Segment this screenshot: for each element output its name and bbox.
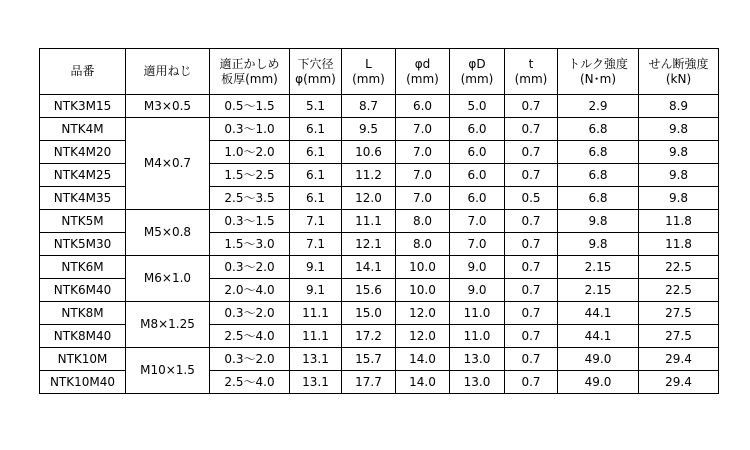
value-cell: 2.5～4.0 [210, 325, 290, 348]
value-cell: 2.5～4.0 [210, 371, 290, 394]
value-cell: 9.0 [450, 256, 505, 279]
value-cell: 0.5 [505, 187, 558, 210]
value-cell: 13.1 [290, 371, 342, 394]
part-number-cell: NTK4M [40, 118, 126, 141]
value-cell: 0.7 [505, 302, 558, 325]
value-cell: 12.0 [396, 325, 450, 348]
part-number-cell: NTK6M [40, 256, 126, 279]
value-cell: 0.3～1.5 [210, 210, 290, 233]
part-number-cell: NTK4M25 [40, 164, 126, 187]
column-header [290, 49, 342, 95]
thread-size-cell: M6×1.0 [126, 256, 210, 302]
column-header-line1: 品番 [70, 64, 95, 78]
value-cell: 11.0 [450, 302, 505, 325]
value-cell: 12.1 [342, 233, 396, 256]
part-number-cell: NTK5M30 [40, 233, 126, 256]
value-cell: 15.7 [342, 348, 396, 371]
value-cell: 9.8 [639, 164, 719, 187]
value-cell: 6.8 [558, 118, 639, 141]
value-cell: 7.1 [290, 233, 342, 256]
value-cell: 9.5 [342, 118, 396, 141]
value-cell: 13.1 [290, 348, 342, 371]
value-cell: 29.4 [639, 348, 719, 371]
value-cell: 0.3～2.0 [210, 256, 290, 279]
value-cell: 49.0 [558, 371, 639, 394]
value-cell: 11.1 [290, 325, 342, 348]
column-header [126, 49, 210, 95]
value-cell: 0.7 [505, 256, 558, 279]
value-cell: 7.0 [396, 164, 450, 187]
value-cell: 10.0 [396, 279, 450, 302]
value-cell: 27.5 [639, 325, 719, 348]
value-cell: 15.0 [342, 302, 396, 325]
thread-size-cell: M8×1.25 [126, 302, 210, 348]
column-header-line1: 下穴径 [297, 56, 334, 71]
value-cell: 6.1 [290, 118, 342, 141]
value-cell: 9.1 [290, 256, 342, 279]
thread-size-cell: M5×0.8 [126, 210, 210, 256]
value-cell: 0.7 [505, 141, 558, 164]
spec-table [39, 48, 719, 394]
value-cell: 0.7 [505, 118, 558, 141]
column-header-line2: (kN) [665, 71, 692, 86]
value-cell: 15.6 [342, 279, 396, 302]
value-cell: 8.0 [396, 233, 450, 256]
value-cell: 9.1 [290, 279, 342, 302]
value-cell: 11.1 [342, 210, 396, 233]
value-cell: 7.0 [396, 118, 450, 141]
column-header [40, 49, 126, 95]
part-number-cell: NTK8M [40, 302, 126, 325]
value-cell: 11.0 [450, 325, 505, 348]
value-cell: 14.0 [396, 371, 450, 394]
value-cell: 1.5～3.0 [210, 233, 290, 256]
value-cell: 6.8 [558, 187, 639, 210]
value-cell: 0.7 [505, 279, 558, 302]
part-number-cell: NTK4M35 [40, 187, 126, 210]
column-header-line1: トルク強度 [568, 56, 628, 71]
value-cell: 22.5 [639, 279, 719, 302]
value-cell: 8.7 [342, 95, 396, 118]
part-number-cell: NTK10M [40, 348, 126, 371]
value-cell: 44.1 [558, 325, 639, 348]
value-cell: 7.0 [396, 187, 450, 210]
value-cell: 17.2 [342, 325, 396, 348]
column-header [210, 49, 290, 95]
column-header-line2: φ(mm) [295, 71, 336, 86]
value-cell: 7.0 [396, 141, 450, 164]
thread-size-cell: M10×1.5 [126, 348, 210, 394]
value-cell: 10.6 [342, 141, 396, 164]
value-cell: 14.1 [342, 256, 396, 279]
table-body [40, 95, 719, 394]
table-row [40, 210, 719, 233]
column-header [558, 49, 639, 95]
table-row [40, 348, 719, 371]
value-cell: 13.0 [450, 371, 505, 394]
column-header-line1: 適正かしめ [219, 56, 280, 71]
column-header-line2: (mm) [460, 71, 494, 86]
part-number-cell: NTK5M [40, 210, 126, 233]
value-cell: 29.4 [639, 371, 719, 394]
value-cell: 6.0 [450, 164, 505, 187]
value-cell: 11.8 [639, 210, 719, 233]
value-cell: 0.3～2.0 [210, 302, 290, 325]
value-cell: 9.0 [450, 279, 505, 302]
value-cell: 11.2 [342, 164, 396, 187]
value-cell: 0.3～1.0 [210, 118, 290, 141]
value-cell: 2.15 [558, 256, 639, 279]
column-header [639, 49, 719, 95]
value-cell: 9.8 [558, 233, 639, 256]
value-cell: 1.0～2.0 [210, 141, 290, 164]
value-cell: 9.8 [639, 141, 719, 164]
value-cell: 6.1 [290, 187, 342, 210]
value-cell: 9.8 [639, 118, 719, 141]
column-header-line1: φd [414, 56, 431, 71]
column-header-line2: (mm) [406, 71, 439, 86]
value-cell: 14.0 [396, 348, 450, 371]
part-number-cell: NTK3M15 [40, 95, 126, 118]
value-cell: 6.8 [558, 141, 639, 164]
value-cell: 2.15 [558, 279, 639, 302]
value-cell: 22.5 [639, 256, 719, 279]
value-cell: 9.8 [639, 187, 719, 210]
value-cell: 11.1 [290, 302, 342, 325]
value-cell: 6.0 [396, 95, 450, 118]
value-cell: 6.1 [290, 164, 342, 187]
value-cell: 13.0 [450, 348, 505, 371]
value-cell: 11.8 [639, 233, 719, 256]
value-cell: 6.1 [290, 141, 342, 164]
value-cell: 7.1 [290, 210, 342, 233]
value-cell: 12.0 [396, 302, 450, 325]
value-cell: 0.7 [505, 95, 558, 118]
column-header-line2: (N･m) [579, 71, 617, 86]
value-cell: 6.0 [450, 187, 505, 210]
table-row [40, 256, 719, 279]
value-cell: 7.0 [450, 210, 505, 233]
value-cell: 6.8 [558, 164, 639, 187]
value-cell: 8.0 [396, 210, 450, 233]
column-header-line1: t [528, 56, 534, 71]
value-cell: 10.0 [396, 256, 450, 279]
part-number-cell: NTK6M40 [40, 279, 126, 302]
value-cell: 44.1 [558, 302, 639, 325]
value-cell: 7.0 [450, 233, 505, 256]
thread-size-cell: M4×0.7 [126, 118, 210, 210]
column-header [396, 49, 450, 95]
part-number-cell: NTK4M20 [40, 141, 126, 164]
value-cell: 5.1 [290, 95, 342, 118]
part-number-cell: NTK10M40 [40, 371, 126, 394]
value-cell: 12.0 [342, 187, 396, 210]
value-cell: 0.5～1.5 [210, 95, 290, 118]
value-cell: 0.7 [505, 210, 558, 233]
value-cell: 5.0 [450, 95, 505, 118]
part-number-cell: NTK8M40 [40, 325, 126, 348]
header-row [40, 49, 719, 95]
value-cell: 49.0 [558, 348, 639, 371]
value-cell: 6.0 [450, 141, 505, 164]
column-header-line1: せん断強度 [648, 56, 709, 71]
value-cell: 9.8 [558, 210, 639, 233]
table-row [40, 95, 719, 118]
value-cell: 2.5～3.5 [210, 187, 290, 210]
column-header [450, 49, 505, 95]
column-header [505, 49, 558, 95]
value-cell: 0.7 [505, 325, 558, 348]
column-header [342, 49, 396, 95]
thread-size-cell: M3×0.5 [126, 95, 210, 118]
value-cell: 17.7 [342, 371, 396, 394]
column-header-line1: φD [468, 56, 486, 71]
column-header-line2: 板厚(mm) [221, 71, 278, 86]
table-row [40, 118, 719, 141]
value-cell: 27.5 [639, 302, 719, 325]
value-cell: 2.9 [558, 95, 639, 118]
value-cell: 2.0～4.0 [210, 279, 290, 302]
column-header-line2: (mm) [514, 71, 548, 86]
value-cell: 6.0 [450, 118, 505, 141]
value-cell: 1.5～2.5 [210, 164, 290, 187]
table-row [40, 302, 719, 325]
column-header-line2: (mm) [352, 71, 385, 86]
value-cell: 8.9 [639, 95, 719, 118]
column-header-line1: 適用ねじ [143, 64, 192, 78]
value-cell: 0.7 [505, 233, 558, 256]
column-header-line1: L [365, 56, 372, 71]
value-cell: 0.7 [505, 371, 558, 394]
value-cell: 0.3～2.0 [210, 348, 290, 371]
value-cell: 0.7 [505, 348, 558, 371]
value-cell: 0.7 [505, 164, 558, 187]
